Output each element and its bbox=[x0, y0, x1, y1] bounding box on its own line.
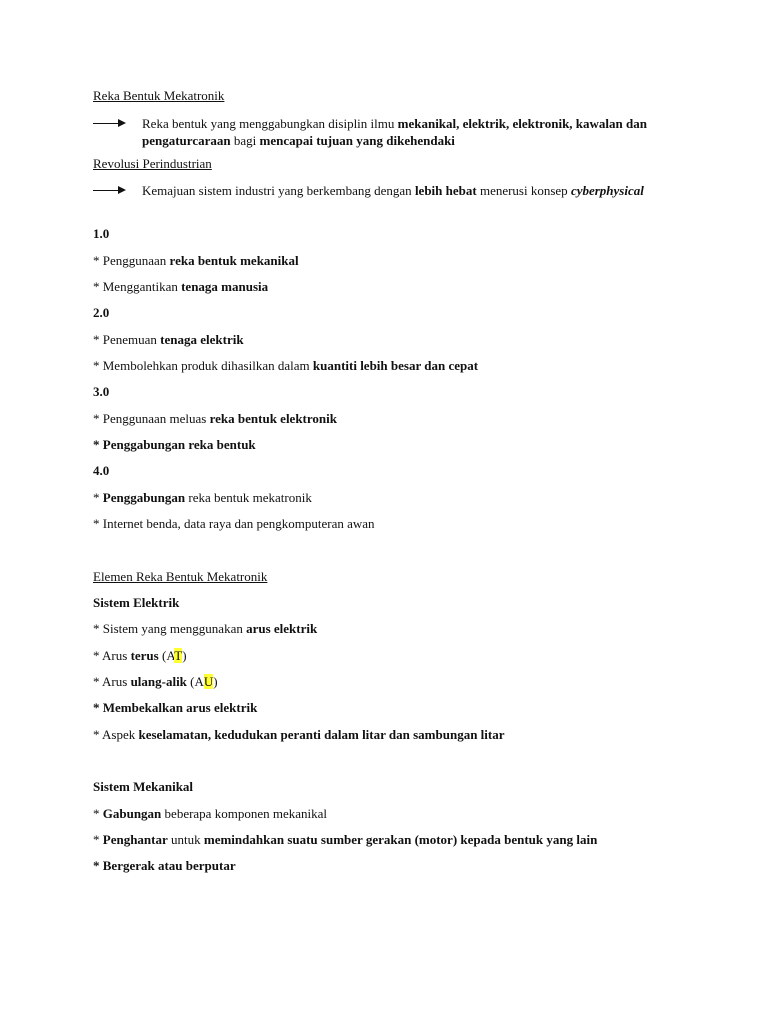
list-item: * Membekalkan arus elektrik bbox=[93, 700, 258, 715]
list-item: * Penggabungan reka bentuk bbox=[93, 437, 256, 452]
heading-elemen-reka-bentuk: Elemen Reka Bentuk Mekatronik bbox=[93, 569, 268, 584]
list-item: * Penggunaan meluas reka bentuk elektronik bbox=[93, 411, 337, 426]
list-item: * Penggabungan reka bentuk mekatronik bbox=[93, 490, 312, 505]
subheading-sistem-mekanikal: Sistem Mekanikal bbox=[93, 779, 194, 794]
revolusi-text: Kemajuan sistem industri yang berkembang dengan lebih hebat menerusi konsep cyberphysical bbox=[142, 183, 644, 198]
list-item: * Membolehkan produk dihasilkan dalam kuantiti lebih besar dan cepat bbox=[93, 358, 479, 373]
list-item: * Arus ulang-alik (AU) bbox=[93, 674, 218, 689]
list-item: * Internet benda, data raya dan pengkomputeran awan bbox=[93, 516, 375, 531]
list-item: * Penemuan tenaga elektrik bbox=[93, 332, 244, 347]
heading-reka-bentuk-mekatronik: Reka Bentuk Mekatronik bbox=[93, 88, 225, 103]
version-label-1: 1.0 bbox=[93, 226, 110, 241]
definition-text: Reka bentuk yang menggabungkan disiplin ilmu mekanikal, elektrik, elektronik, kawalan dan pengaturcaraan bagi mencapai tujuan yang dikehendaki bbox=[142, 116, 647, 148]
subheading-sistem-elektrik: Sistem Elektrik bbox=[93, 595, 180, 610]
list-item: * Gabungan beberapa komponen mekanikal bbox=[93, 806, 327, 821]
list-item: * Penghantar untuk memindahkan suatu sumber gerakan (motor) kepada bentuk yang lain bbox=[93, 832, 598, 847]
version-label-2: 2.0 bbox=[93, 305, 110, 320]
version-label-4: 4.0 bbox=[93, 463, 110, 478]
right-arrow-icon bbox=[93, 186, 127, 196]
list-item: * Bergerak atau berputar bbox=[93, 858, 236, 873]
heading-revolusi-perindustrian: Revolusi Perindustrian bbox=[93, 156, 212, 171]
list-item: * Arus terus (AT) bbox=[93, 648, 187, 663]
list-item: * Aspek keselamatan, kedudukan peranti dalam litar dan sambungan litar bbox=[93, 727, 505, 742]
right-arrow-icon bbox=[93, 119, 127, 129]
list-item: * Sistem yang menggunakan arus elektrik bbox=[93, 621, 318, 636]
highlighted-letter: T bbox=[174, 648, 183, 663]
list-item: * Penggunaan reka bentuk mekanikal bbox=[93, 253, 299, 268]
list-item: * Menggantikan tenaga manusia bbox=[93, 279, 269, 294]
version-label-3: 3.0 bbox=[93, 384, 110, 399]
highlighted-letter: U bbox=[203, 674, 214, 689]
